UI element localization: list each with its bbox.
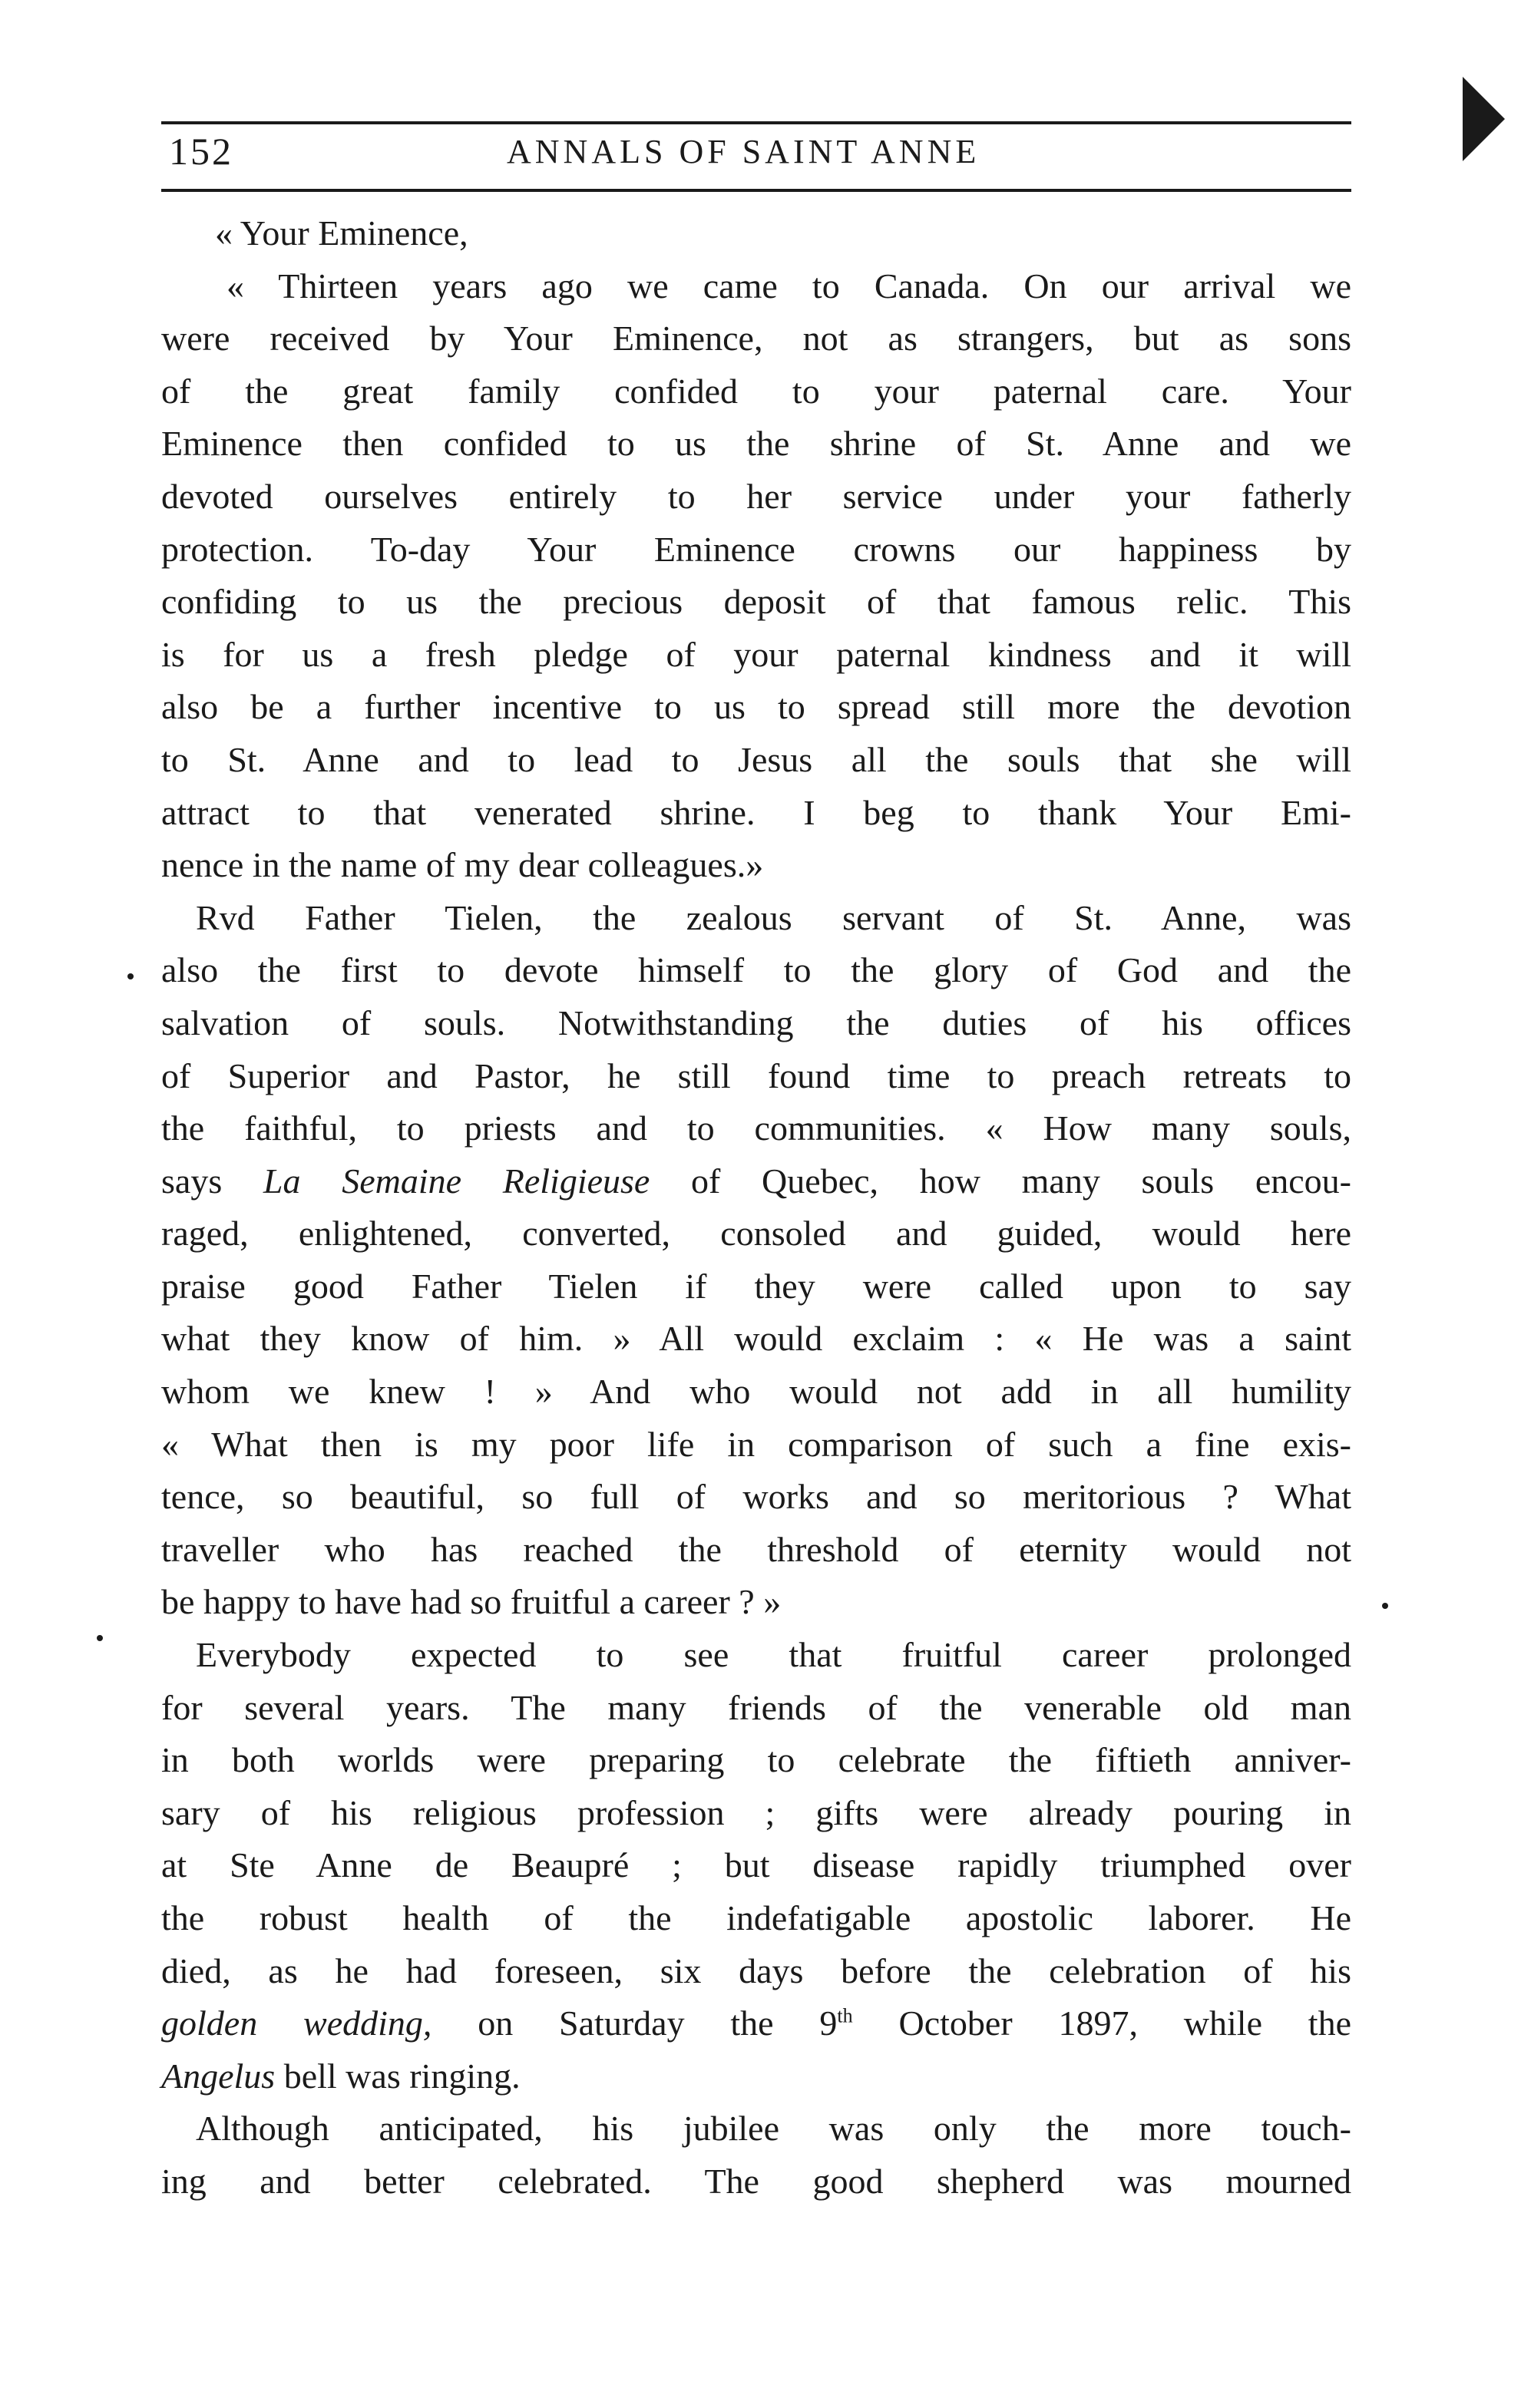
text-line: to St. Anne and to lead to Jesus all the souls that she will — [161, 739, 1351, 779]
text-line: also be a further incentive to us to spread still more the devotion — [161, 687, 1351, 727]
text-line: the faithful, to priests and to communities. « How many souls, — [161, 1108, 1351, 1148]
header-rule-bottom — [161, 189, 1351, 192]
text-line: « Thirteen years ago we came to Canada. On our arrival we — [226, 266, 1351, 306]
text-line: Although anticipated, his jubilee was only the more touch- — [196, 2109, 1351, 2149]
ordinal-suffix: th — [837, 2004, 853, 2027]
text-line: Everybody expected to see that fruitful career prolonged — [196, 1635, 1351, 1675]
day-number: 9 — [819, 2003, 838, 2043]
thumb-index-tab — [1463, 77, 1505, 161]
text-line: is for us a fresh pledge of your paternal kindness and it will — [161, 634, 1351, 674]
text-line: died, as he had foreseen, six days before the celebration of his — [161, 1951, 1351, 1990]
text-line: raged, enlightened, converted, consoled and guided, would here — [161, 1214, 1351, 1254]
page-number: 152 — [169, 130, 233, 173]
text-line: for several years. The many friends of the venerable old man — [161, 1687, 1351, 1727]
text-line: « What then is my poor life in comparison of such a fine exis- — [161, 1424, 1351, 1464]
text-line: the robust health of the indefatigable apostolic laborer. He — [161, 1898, 1351, 1937]
periodical-title: La Semaine Religieuse — [263, 1161, 650, 1201]
speck — [127, 973, 134, 979]
text-line: confiding to us the precious deposit of that famous relic. This — [161, 582, 1351, 622]
text-line: whom we knew ! » And who would not add in all humility — [161, 1372, 1351, 1412]
angelus-word: Angelus — [161, 2056, 276, 2096]
text-line: of Superior and Pastor, he still found time to preach retreats to — [161, 1055, 1351, 1095]
text-line-with-italic: golden wedding, on Saturday the 9th October 1897, while the — [161, 2003, 1352, 2043]
text-line: « Your Eminence, — [215, 213, 468, 253]
text-line: Rvd Father Tielen, the zealous servant of St. Anne, was — [196, 897, 1351, 937]
text-line-with-italic: Angelus bell was ringing. — [161, 2056, 521, 2096]
text-line: praise good Father Tielen if they were called upon to say — [161, 1266, 1351, 1306]
text-line: protection. To-day Your Eminence crowns our happiness by — [161, 529, 1351, 569]
text-line: also the first to devote himself to the glory of God and the — [161, 950, 1351, 990]
text-line: Eminence then confided to us the shrine of St. Anne and we — [161, 424, 1351, 464]
text-line: be happy to have had so fruitful a career ? » — [161, 1582, 782, 1622]
text-line-with-italic: says La Semaine Religieuse of Quebec, how many souls encou- — [161, 1161, 1351, 1201]
text-line: at Ste Anne de Beaupré ; but disease rapidly triumphed over — [161, 1845, 1351, 1885]
text-line: were received by Your Eminence, not as strangers, but as sons — [161, 319, 1351, 358]
header-rule-top — [161, 121, 1351, 124]
text-line: traveller who has reached the threshold of eternity would not — [161, 1529, 1351, 1569]
golden-wedding-phrase: golden wedding, — [161, 2003, 432, 2043]
text-line: salvation of souls. Notwithstanding the duties of his offices — [161, 1003, 1351, 1042]
text-line: what they know of him. » All would exclaim : « He was a saint — [161, 1319, 1351, 1359]
speck — [1382, 1603, 1388, 1609]
body-text — [161, 207, 1351, 2208]
text-line: nence in the name of my dear colleagues.» — [161, 845, 764, 885]
running-title: ANNALS OF SAINT ANNE — [507, 133, 980, 170]
text-line: ing and better celebrated. The good shepherd was mourned — [161, 2161, 1351, 2201]
text-line: attract to that venerated shrine. I beg to thank Your Emi- — [161, 792, 1351, 832]
text-line: in both worlds were preparing to celebrate the fiftieth anniver- — [161, 1740, 1351, 1780]
text-line: sary of his religious profession ; gifts were already pouring in — [161, 1792, 1351, 1832]
text-line: of the great family confided to your paternal care. Your — [161, 371, 1351, 411]
speck — [97, 1635, 103, 1641]
text-line: tence, so beautiful, so full of works and so meritorious ? What — [161, 1477, 1351, 1517]
text-line: devoted ourselves entirely to her service under your fatherly — [161, 476, 1351, 516]
